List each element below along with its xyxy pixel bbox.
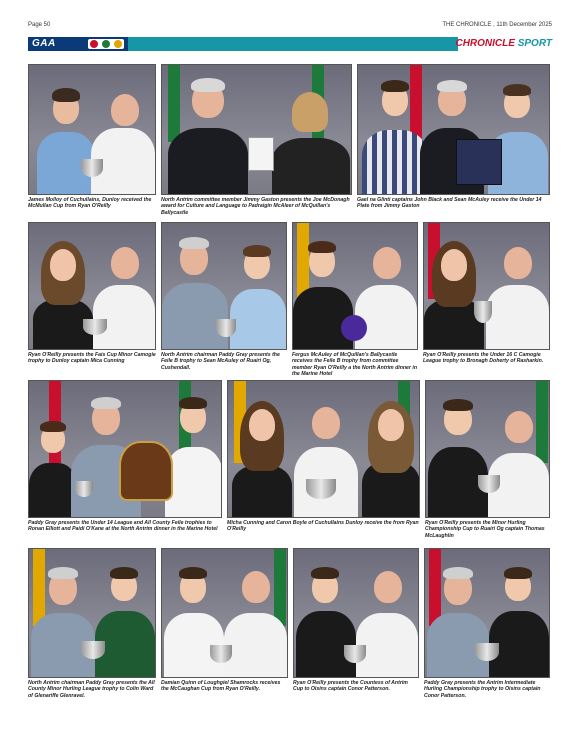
caption-8: Paddy Gray presents the Under 14 League and All County Feile trophies to Ronan Elliott and Paidi O'Kane at the North Antrim dinner in the Marine Hotel <box>28 520 218 533</box>
caption-3: Gael na Glinti captains John Black and Sean McAuley receive the Under 14 Plate from Jimmy Gaston <box>357 197 542 210</box>
edition-line: THE CHRONICLE , 11th December 2025 <box>442 22 552 28</box>
section-label: GAA <box>32 38 56 49</box>
section-header <box>28 37 552 51</box>
photo-13 <box>293 548 419 678</box>
photo-11 <box>28 548 156 678</box>
caption-9: Micha Cunning and Caron Boyle of Cuchullains Dunloy receive the from Ryan O'Reilly <box>227 520 419 533</box>
photo-8 <box>28 380 222 518</box>
photo-9 <box>227 380 420 518</box>
caption-4: Ryan O'Reilly presents the Fais Cup Minor Camogie trophy to Dunloy captain Mica Cunning <box>28 352 156 365</box>
brand-logo <box>428 37 552 51</box>
header-band <box>128 37 458 51</box>
brand-part-chronicle: CHRONICLE <box>455 38 515 49</box>
caption-13: Ryan O'Reilly presents the Countess of Antrim Cup to Oisins captain Conor Patterson. <box>293 680 408 693</box>
caption-1: James Molloy of Cuchullains, Dunloy received the McMullan Cup from Ryan O'Reilly <box>28 197 152 210</box>
caption-14: Paddy Gray presents the Antrim Intermediate Hurling Championship trophy to Oisins captain Conor Patterson. <box>424 680 541 699</box>
photo-12 <box>161 548 288 678</box>
photo-4 <box>28 222 156 350</box>
photo-10 <box>425 380 550 518</box>
photo-2 <box>161 64 352 195</box>
caption-7: Ryan O'Reilly presents the Under 16 C Camogie League trophy to Bronagh Doherty of Rasharkin. <box>423 352 544 365</box>
photo-14 <box>424 548 550 678</box>
caption-10: Ryan O'Reilly presents the Minor Hurling Championship Cup to Ruairi Og captain Thomas McLaughlin <box>425 520 545 539</box>
caption-6: Fergus McAuley of McQuillan's Ballycastle receives the Feile B trophy from committee member Ryan O'Reilly a the North Antrim dinner in the Marine Hotel <box>292 352 417 377</box>
section-label-block <box>28 37 128 51</box>
photo-6 <box>292 222 418 350</box>
photo-3 <box>357 64 550 195</box>
caption-12: Damian Quinn of Loughgiel Shamrocks receives the McCaughan Cup from Ryan O'Reilly. <box>161 680 281 693</box>
caption-11: North Antrim chairman Paddy Gray presents the All County Minor Hurling League trophy to Colin Ward of Glenariffe Glenravel. <box>28 680 155 699</box>
page-number: Page 50 <box>28 22 51 28</box>
photo-5 <box>161 222 287 350</box>
photo-1 <box>28 64 156 195</box>
gaa-crest-icon <box>88 39 124 49</box>
brand-part-sport: SPORT <box>517 38 552 49</box>
caption-2: North Antrim committee member Jimmy Gaston presents the Joe McDonagh award for Culture and Language to Padraigín McAleer of McQuillan's Ballycastle <box>161 197 350 216</box>
photo-7 <box>423 222 550 350</box>
caption-5: North Antrim chairman Paddy Gray presents the Feile B trophy to Sean McAuley of Ruairi Og, Cushendall. <box>161 352 280 371</box>
